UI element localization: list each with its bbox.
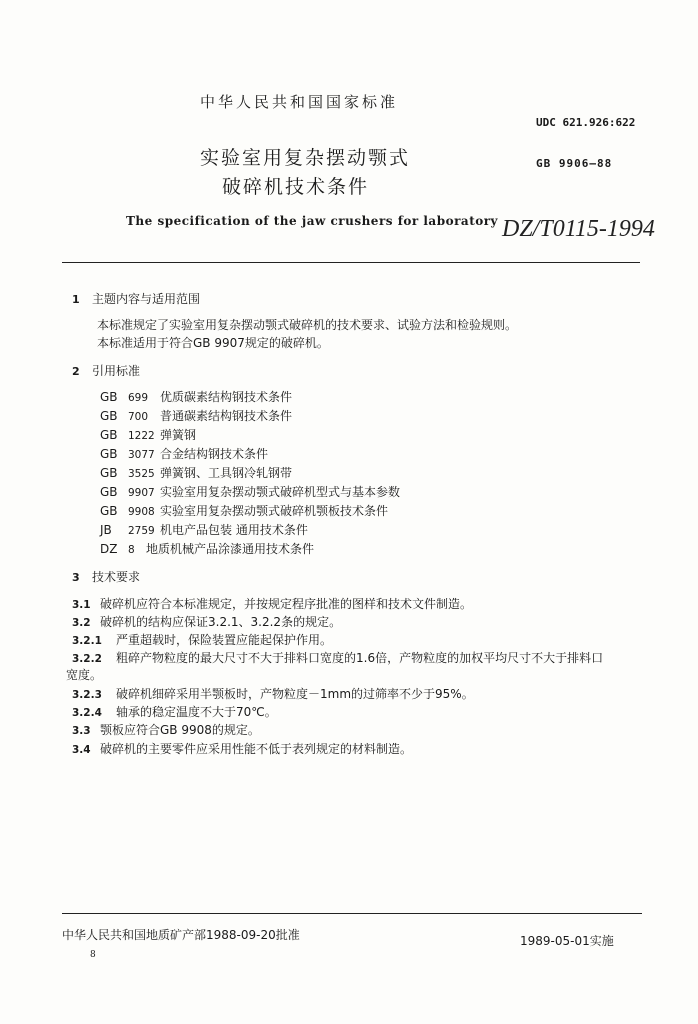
section-number: 1	[72, 293, 80, 306]
ref-title: 普通碳素结构钢技术条件	[160, 409, 293, 423]
clause-text: 破碎机应符合本标准规定，并按规定程序批准的图样和技术文件制造。	[100, 597, 473, 611]
ref-number: 1222	[128, 430, 155, 442]
reference-item	[100, 464, 292, 481]
clause	[72, 685, 474, 702]
clause	[72, 703, 277, 720]
ref-code: JB	[100, 523, 112, 537]
reference-item	[100, 388, 292, 405]
ref-number: 700	[128, 411, 149, 423]
section-1-para-1: 本标准规定了实验室用复杂摆动颚式破碎机的技术要求、试验方法和检验规则。	[97, 318, 518, 332]
ref-code: GB	[100, 428, 118, 442]
section-title: 引用标准	[92, 364, 141, 378]
ref-title: 实验室用复杂摆动颚式破碎机颚板技术条件	[160, 504, 389, 518]
ref-number: 2759	[128, 525, 155, 537]
ref-code: GB	[100, 409, 118, 423]
clause-number: 3.2.2	[72, 653, 102, 665]
reference-item	[100, 540, 314, 557]
clause-number: 3.2.1	[72, 635, 102, 647]
clause-text: 轴承的稳定温度不大于70℃。	[116, 705, 277, 719]
clause	[72, 649, 603, 666]
ref-title: 优质碳素结构钢技术条件	[160, 390, 293, 404]
ref-title: 弹簧钢、工具钢冷轧钢带	[160, 466, 293, 480]
section-2-heading	[72, 362, 140, 379]
section-1-heading	[72, 290, 200, 307]
clause-number: 3.1	[72, 599, 91, 611]
clause-text: 粗碎产物粒度的最大尺寸不大于排料口宽度的1.6倍，产物粒度的加权平均尺寸不大于排料口	[116, 651, 604, 665]
clause	[72, 721, 260, 738]
section-1-para-2: 本标准适用于符合GB 9907规定的破碎机。	[97, 336, 329, 350]
clause	[72, 613, 341, 630]
reference-item	[100, 483, 400, 500]
clause-text: 严重超载时，保险装置应能起保护作用。	[116, 633, 333, 647]
clause-text: 破碎机的结构应保证3.2.1、3.2.2条的规定。	[100, 615, 342, 629]
clause-text: 宽度。	[66, 668, 103, 682]
clause-number: 3.3	[72, 725, 91, 737]
clause-number: 3.2.3	[72, 689, 102, 701]
reference-item	[100, 445, 268, 462]
ref-code: DZ	[100, 542, 118, 556]
clause	[72, 595, 472, 612]
english-title: The specification of the jaw crushers for laboratory	[126, 214, 499, 228]
ref-title: 地质机械产品涂漆通用技术条件	[146, 542, 315, 556]
section-title: 主题内容与适用范围	[92, 292, 201, 306]
clause	[72, 631, 332, 648]
ref-code: GB	[100, 390, 118, 404]
header-divider	[62, 262, 640, 263]
section-3-heading	[72, 568, 140, 585]
udc-code: UDC 621.926:622	[536, 116, 636, 129]
ref-title: 机电产品包装 通用技术条件	[160, 523, 308, 537]
ref-code: GB	[100, 485, 118, 499]
ref-number: 3077	[128, 449, 155, 461]
reference-item	[100, 502, 388, 519]
page-number: 8	[90, 950, 96, 960]
ref-title: 弹簧钢	[160, 428, 197, 442]
clause-continuation	[66, 666, 102, 683]
ref-number: 8	[128, 544, 135, 556]
reference-item	[100, 521, 308, 538]
ref-number: 9908	[128, 506, 155, 518]
approval-line: 中华人民共和国地质矿产部1988-09-20批准	[62, 928, 300, 942]
ref-title: 实验室用复杂摆动颚式破碎机型式与基本参数	[160, 485, 401, 499]
clause-number: 3.4	[72, 744, 91, 756]
clause-text: 颚板应符合GB 9908的规定。	[100, 723, 260, 737]
title-line-2: 破碎机技术条件	[222, 176, 370, 198]
ref-number: 9907	[128, 487, 155, 499]
clause	[72, 740, 412, 757]
ref-number: 3525	[128, 468, 155, 480]
footer-divider	[62, 913, 642, 914]
effective-date: 1989-05-01实施	[520, 934, 614, 948]
reference-item	[100, 426, 196, 443]
handwritten-code: DZ/T0115-1994	[502, 216, 655, 242]
gb-number: GB 9906—88	[536, 157, 613, 170]
ref-code: GB	[100, 447, 118, 461]
ref-code: GB	[100, 504, 118, 518]
issuing-body: 中华人民共和国国家标准	[200, 93, 399, 111]
section-number: 2	[72, 365, 80, 378]
section-title: 技术要求	[92, 570, 141, 584]
clause-text: 破碎机的主要零件应采用性能不低于表列规定的材料制造。	[100, 742, 413, 756]
ref-code: GB	[100, 466, 118, 480]
clause-number: 3.2	[72, 617, 91, 629]
ref-title: 合金结构钢技术条件	[160, 447, 269, 461]
reference-item	[100, 407, 292, 424]
clause-number: 3.2.4	[72, 707, 102, 719]
title-line-1: 实验室用复杂摆动颚式	[200, 147, 411, 169]
ref-number: 699	[128, 392, 149, 404]
clause-text: 破碎机细碎采用半颚板时，产物粒度－1mm的过筛率不少于95%。	[116, 687, 474, 701]
section-number: 3	[72, 571, 80, 584]
